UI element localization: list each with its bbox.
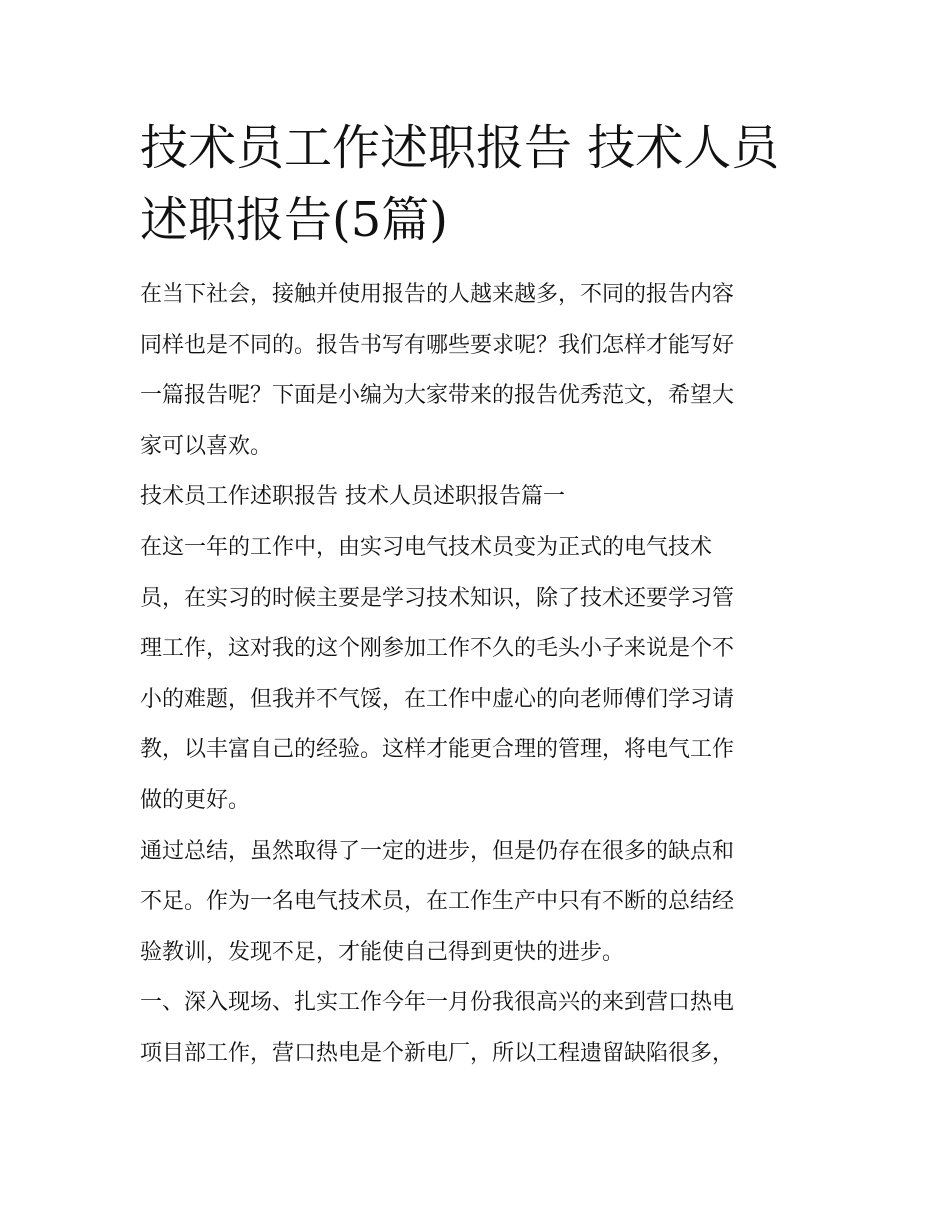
text-line: 理工作，这对我的这个刚参加工作不久的毛头小子来说是个不 bbox=[140, 636, 735, 662]
text-line: 在当下社会，接触并使用报告的人越来越多，不同的报告内容 bbox=[140, 282, 735, 307]
document-content bbox=[140, 112, 812, 1080]
paragraph-experience bbox=[140, 523, 812, 827]
text-line: 小的难题，但我并不气馁，在工作中虚心的向老师傅们学习请 bbox=[140, 686, 735, 712]
text-line: 教，以丰富自己的经验。这样才能更合理的管理，将电气工作 bbox=[140, 737, 735, 763]
document-title bbox=[140, 112, 812, 256]
text-line: 家可以喜欢。 bbox=[140, 433, 273, 459]
text-line: 不足。作为一名电气技术员，在工作生产中只有不断的总结经 bbox=[140, 889, 735, 915]
text-line: 一篇报告呢？下面是小编为大家带来的报告优秀范文，希望大 bbox=[140, 383, 735, 409]
text-line: 员，在实习的时候主要是学习技术知识，除了技术还要学习管 bbox=[140, 585, 735, 611]
text-line: 一、深入现场、扎实工作今年一月份我很高兴的来到营口热电 bbox=[140, 990, 735, 1016]
paragraph-section-one bbox=[140, 978, 812, 1079]
text-line: 同样也是不同的。报告书写有哪些要求呢？我们怎样才能写好 bbox=[140, 332, 735, 358]
title-line-2: 述职报告(5篇) bbox=[140, 192, 448, 248]
text-line: 做的更好。 bbox=[140, 787, 251, 813]
text-line: 项目部工作，营口热电是个新电厂，所以工程遗留缺陷很多， bbox=[140, 1040, 735, 1066]
document-body bbox=[140, 270, 812, 1080]
paragraph-summary bbox=[140, 827, 812, 979]
paragraph-intro bbox=[140, 270, 812, 472]
text-line: 技术员工作述职报告 技术人员述职报告篇一 bbox=[140, 484, 565, 510]
text-line: 在这一年的工作中，由实习电气技术员变为正式的电气技术 bbox=[140, 534, 713, 560]
title-line-1: 技术员工作述职报告 技术人员 bbox=[140, 120, 780, 176]
section-heading bbox=[140, 472, 812, 523]
text-line: 通过总结，虽然取得了一定的进步，但是仍存在很多的缺点和 bbox=[140, 838, 735, 864]
text-line: 验教训，发现不足，才能使自己得到更快的进步。 bbox=[140, 939, 625, 965]
